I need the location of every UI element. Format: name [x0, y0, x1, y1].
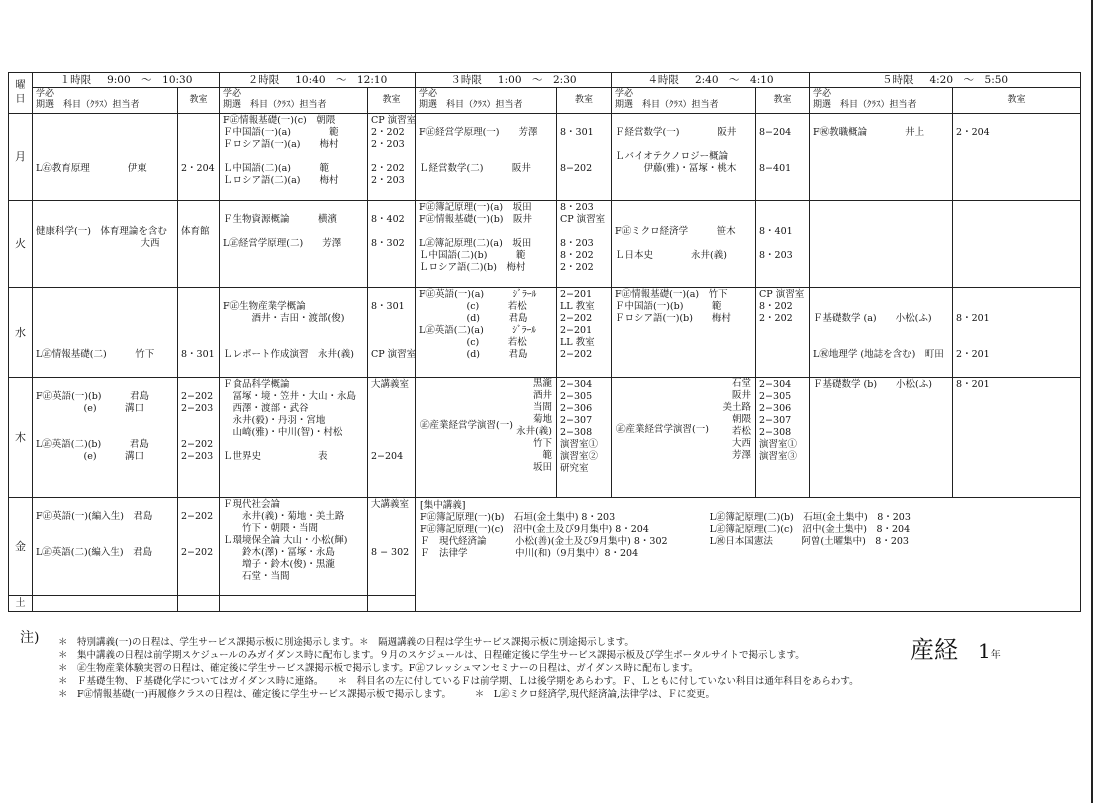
p1-room-header: 教室	[178, 88, 220, 114]
wed-p4-courses	[612, 288, 756, 378]
mon-p2-courses	[220, 114, 368, 201]
day-col-header-2: 日	[15, 94, 26, 105]
fri-intensive-courses	[416, 498, 1081, 612]
wed-p4-text: F㊣情報基礎(一)(a) 竹下 Ｆ中国語(一)(b) 範 Ｆロシア語(一)(b) 梅村	[615, 289, 731, 324]
thu-p1-courses	[33, 378, 178, 498]
thu-p1-room-text: 2−202 2−203 2−202 2−203	[181, 391, 214, 462]
wed-p5-room-text: 8・201 2・201	[956, 313, 990, 360]
p5-sub-header	[810, 88, 953, 114]
mon-p4-courses	[612, 114, 756, 201]
day-tuesday: 火	[9, 201, 33, 288]
wed-p4-rooms	[756, 288, 810, 378]
mon-p2-room-text: CP 演習室 2・202 2・203 2・202 2・203	[371, 115, 417, 186]
row-thursday	[9, 378, 1081, 498]
wed-p3-courses	[416, 288, 557, 378]
p2-sub-line2: 期選 科目（ｸﾗｽ）担当者	[223, 100, 327, 110]
tue-p2-courses	[220, 201, 368, 288]
period-3-time: 1:00 〜 2:30	[497, 74, 577, 86]
day-monday: 月	[9, 114, 33, 201]
wed-p3-room-text: 2−201 LL 教室 2−202 2−201 LL 教室 2−202	[560, 289, 595, 360]
p2-sub-header	[220, 88, 368, 114]
thu-p5-room-text: 8・201	[956, 379, 990, 390]
row-tuesday	[9, 201, 1081, 288]
mon-p5-courses	[810, 114, 953, 201]
wed-p5-text: Ｆ基礎数学 (a) 小松(ふ) L㊗地理学 (地誌を含む) 町田	[813, 313, 944, 360]
period-2-time: 10:40 〜 12:10	[295, 74, 388, 86]
tue-p5-courses	[810, 201, 953, 288]
mon-p3-rooms	[557, 114, 612, 201]
thu-p3-room-text: 2−304 2−305 2−306 2−307 2−308 演習室① 演習室② 研究室	[560, 379, 599, 474]
mon-p1-room-text: 2・204	[181, 163, 215, 174]
p3-sub-header	[416, 88, 557, 114]
mon-p2-rooms	[368, 114, 416, 201]
fri-p2-room-text: 大講義室 8 − 302	[371, 499, 410, 558]
tue-p3-rooms	[557, 201, 612, 288]
p4-sub-line2: 期選 科目（ｸﾗｽ）担当者	[615, 100, 719, 110]
day-saturday: 土	[9, 596, 33, 612]
sat-p1-courses	[33, 596, 178, 612]
period-3-name: ３時限	[450, 74, 482, 86]
sub-header-row	[9, 88, 1081, 114]
mon-p4-text: Ｆ経営数学(一) 阪井 Ｌバイオテクノロジー概論 伊藤(雅)・冨塚・桃木	[615, 127, 737, 174]
dept-label: 産経	[910, 636, 958, 664]
mon-p3-text: F㊣経営学原理(一) 芳澤 Ｌ経営数学(二) 阪井	[419, 127, 538, 174]
tue-p2-rooms	[368, 201, 416, 288]
tue-p1-text: 健康科学(一) 体育理論を含む 大西	[36, 226, 167, 249]
period-2-header	[220, 73, 416, 88]
period-3-header	[416, 73, 612, 88]
thu-p3-seminar-title: ㊣産業経営学演習(一)	[420, 420, 513, 431]
thu-p2-room-text: 大講義室 2−204	[371, 379, 410, 462]
thu-p3-courses	[416, 378, 557, 498]
period-1-name: １時限	[59, 74, 92, 86]
mon-p3-room-text: 8・301 8−202	[560, 127, 594, 174]
period-4-header	[612, 73, 810, 88]
notes-lines	[58, 636, 938, 701]
intensive-title: [集中講義]	[420, 500, 466, 511]
mon-p2-text: F㊣情報基礎(一)(c) 朝隈 Ｆ中国語(一)(a) 範 Ｆロシア語(一)(a) 梅村 Ｌ中国語(二)(a) 範 Ｌロシア語(二)(a) 梅村	[223, 115, 339, 186]
timetable	[8, 72, 1081, 612]
p4-room-header: 教室	[756, 88, 810, 114]
sat-p2-courses	[220, 596, 368, 612]
period-5-name: ５時限	[881, 74, 914, 86]
mon-p4-rooms	[756, 114, 810, 201]
thu-p2-rooms	[368, 378, 416, 498]
mon-p3-courses	[416, 114, 557, 201]
period-header-row	[9, 73, 1081, 88]
sat-p1-rooms	[178, 596, 220, 612]
fri-p2-rooms	[368, 498, 416, 596]
note-line: ＊ F㊣情報基礎(一)再履修クラスの日程は、確定後に学生サービス課掲示板で掲示します。 ＊ L㊣ミクロ経済学,現代経済論,法律学は、Ｆに変更。	[58, 689, 716, 700]
period-4-time: 2:40 〜 4:10	[694, 74, 774, 86]
tue-p4-room-text: 8・401 8・203	[759, 226, 793, 261]
tue-p3-text: F㊣簿記原理(一)(a) 坂田 F㊣情報基礎(一)(b) 阪井 L㊣簿記原理(二)(a) 坂田 Ｌ中国語(二)(b) 範 Ｌロシア語(二)(b) 梅村	[419, 202, 532, 273]
tue-p1-courses	[33, 201, 178, 288]
p3-room-header: 教室	[557, 88, 612, 114]
fri-p2-courses	[220, 498, 368, 596]
thu-p2-text: Ｆ食品科学概論 冨塚・境・笠井・大山・永島 西澤・渡部・武谷 永井(毅)・丹羽・宮地 山崎(雅)・中川(智)・村松 Ｌ世界史 表	[223, 379, 357, 462]
mon-p4-room-text: 8−204 8−401	[759, 127, 792, 174]
tue-p4-text: F㊣ミクロ経済学 笹木 Ｌ日本史 永井(義)	[615, 226, 736, 261]
mon-p5-text: F㊗教職概論 井上	[813, 127, 925, 138]
wed-p5-courses	[810, 288, 953, 378]
wed-p2-text: F㊣生物産業学概論 酒井・吉田・渡部(俊) Ｌレポート作成演習 永井(義)	[223, 301, 354, 360]
thu-p4-courses	[612, 378, 756, 498]
day-wednesday: 水	[9, 288, 33, 378]
p4-sub-line1: 学必	[615, 89, 634, 99]
dept-year-badge	[910, 630, 1001, 665]
mon-p1-rooms	[178, 114, 220, 201]
thu-p4-rooms	[756, 378, 810, 498]
wed-p3-text: F㊣英語(一)(a) ｼﾞﾗｰﾙ (c) 若松 (d) 君島 L㊣英語(二)(a) ｼﾞﾗｰﾙ (c) 若松 (d) 君島	[419, 289, 537, 360]
wed-p3-rooms	[557, 288, 612, 378]
p3-sub-line2: 期選 科目（ｸﾗｽ）担当者	[419, 100, 523, 110]
period-5-header	[810, 73, 1081, 88]
fri-p1-courses	[33, 498, 178, 596]
wed-p5-rooms	[953, 288, 1081, 378]
tue-p1-room-text: 体育館	[181, 226, 210, 237]
tue-p2-room-text: 8・402 8・302	[371, 214, 405, 249]
note-line: ＊ ㊣生物産業体験実習の日程は、確定後に学生サービス課掲示板で掲示します。F㊣フレッシュマンセミナーの日程は、ガイダンス時に配布します。	[58, 663, 699, 674]
fri-p1-text: F㊣英語(一)(編入生) 君島 L㊣英語(二)(編入生) 君島	[36, 511, 153, 558]
thu-p1-text: F㊣英語(一)(b) 君島 (e) 溝口 L㊣英語(二)(b) 君島 (e) 溝口	[36, 391, 149, 462]
thu-p2-courses	[220, 378, 368, 498]
day-col-header	[9, 73, 33, 114]
tue-p5-rooms	[953, 201, 1081, 288]
intensive-left-list: F㊣簿記原理(一)(b) 石垣(金土集中) 8・203 F㊣簿記原理(一)(c) 沼中(金土及び9月集中) 8・204 Ｆ 現代経済論 小松(善)(金土及び9月集中) 8・302 Ｆ 法律学 中川(和)（9月集中）8・204	[420, 512, 668, 559]
tue-p3-room-text: 8・203 CP 演習室 8・203 8・202 2・202	[560, 202, 606, 273]
mon-p1-text: L㊨教育原理 伊東	[36, 163, 147, 174]
fri-p2-text: Ｆ現代社会論 永井(義)・菊地・美土路 竹下・朝隈・当間 Ｌ環境保全論 大山・小松(輝) 鈴木(澤)・冨塚・永島 増子・鈴木(俊)・黒瀧 石堂・当間	[223, 499, 348, 582]
row-wednesday	[9, 288, 1081, 378]
thu-p4-room-text: 2−304 2−305 2−306 2−307 2−308 演習室① 演習室③	[759, 379, 798, 462]
thu-p5-rooms	[953, 378, 1081, 498]
day-thursday: 木	[9, 378, 33, 498]
row-friday	[9, 498, 1081, 596]
wed-p2-courses	[220, 288, 368, 378]
wed-p2-rooms	[368, 288, 416, 378]
wed-p4-room-text: CP 演習室 8・202 2・202	[759, 289, 805, 324]
sat-p2-rooms	[368, 596, 416, 612]
p1-sub-line1: 学必	[36, 89, 55, 99]
tue-p1-rooms	[178, 201, 220, 288]
period-1-time: 9:00 〜 10:30	[107, 74, 193, 86]
year-unit: 年	[990, 650, 1001, 661]
p4-sub-header	[612, 88, 756, 114]
note-line: ＊ 集中講義の日程は前学期スケジュールのみガイダンス時に配布します。９月のスケジュールは、日程確定後に学生サービス課掲示板及び学生ポータルサイトで掲示します。	[58, 650, 805, 661]
note-line: ＊ 特別講義(一)の日程は、学生サービス課掲示板に別途掲示します。＊ 隔週講義の日程は学生サービス課掲示板に別途掲示します。	[58, 637, 634, 648]
p2-sub-line1: 学必	[223, 89, 242, 99]
p2-room-header: 教室	[368, 88, 416, 114]
mon-p5-rooms	[953, 114, 1081, 201]
p5-room-header: 教室	[953, 88, 1081, 114]
wed-p1-room-text: 8・301	[181, 349, 215, 360]
tue-p4-rooms	[756, 201, 810, 288]
notes-lead: 注)	[20, 630, 40, 646]
period-4-name: ４時限	[647, 74, 679, 86]
right-margin-line	[1091, 0, 1093, 803]
period-2-name: ２時限	[247, 74, 280, 86]
day-col-header-1: 曜	[15, 80, 26, 91]
tue-p2-text: Ｆ生物資源概論 横濱 L㊣経営学原理(二) 芳澤	[223, 214, 342, 249]
note-line: ＊ Ｆ基礎生物、Ｆ基礎化学についてはガイダンス時に連絡。 ＊ 科目名の左に付しているＦは前学期、Ｌは後学期をあらわす。Ｆ、Ｌともに付していない科目は通年科目をあらわす。	[58, 676, 859, 687]
thu-p4-instructors: 石堂 阪井 美土路 朝隈 若松 大西 芳澤	[722, 378, 752, 461]
fri-p1-room-text: 2−202 2−202	[181, 511, 214, 558]
thu-p3-rooms	[557, 378, 612, 498]
wed-p2-room-text: 8・301 CP 演習室	[371, 301, 417, 360]
wed-p1-text: L㊣情報基礎(二) 竹下	[36, 349, 155, 360]
wed-p1-rooms	[178, 288, 220, 378]
day-friday: 金	[9, 498, 33, 596]
thu-p5-courses	[810, 378, 953, 498]
tue-p3-courses	[416, 201, 557, 288]
wed-p1-courses	[33, 288, 178, 378]
thu-p1-rooms	[178, 378, 220, 498]
year-number: 1	[978, 639, 991, 663]
tue-p4-courses	[612, 201, 756, 288]
p3-sub-line1: 学必	[419, 89, 438, 99]
thu-p5-text: Ｆ基礎数学 (b) 小松(ふ)	[813, 379, 932, 390]
period-1-header	[33, 73, 220, 88]
period-5-time: 4:20 〜 5:50	[929, 74, 1009, 86]
p5-sub-line2: 期選 科目（ｸﾗｽ）担当者	[813, 100, 917, 110]
mon-p1-courses	[33, 114, 178, 201]
fri-p1-rooms	[178, 498, 220, 596]
p1-sub-header	[33, 88, 178, 114]
p5-sub-line1: 学必	[813, 89, 832, 99]
intensive-right-list: L㊣簿記原理(二)(b) 石垣(金土集中) 8・203 L㊣簿記原理(二)(c) 沼中(金土集中) 8・204 L㊗日本国憲法 阿曽(土曜集中) 8・203	[709, 512, 911, 547]
thu-p4-seminar-title: ㊣産業経営学演習(一)	[616, 424, 709, 435]
row-monday	[9, 114, 1081, 201]
p1-sub-line2: 期選 科目（ｸﾗｽ）担当者	[36, 100, 140, 110]
thu-p3-instructors: 黒瀧 酒井 当間 菊地 永井(義) 竹下 範 坂田	[516, 378, 552, 473]
mon-p5-room-text: 2・204	[956, 127, 990, 138]
